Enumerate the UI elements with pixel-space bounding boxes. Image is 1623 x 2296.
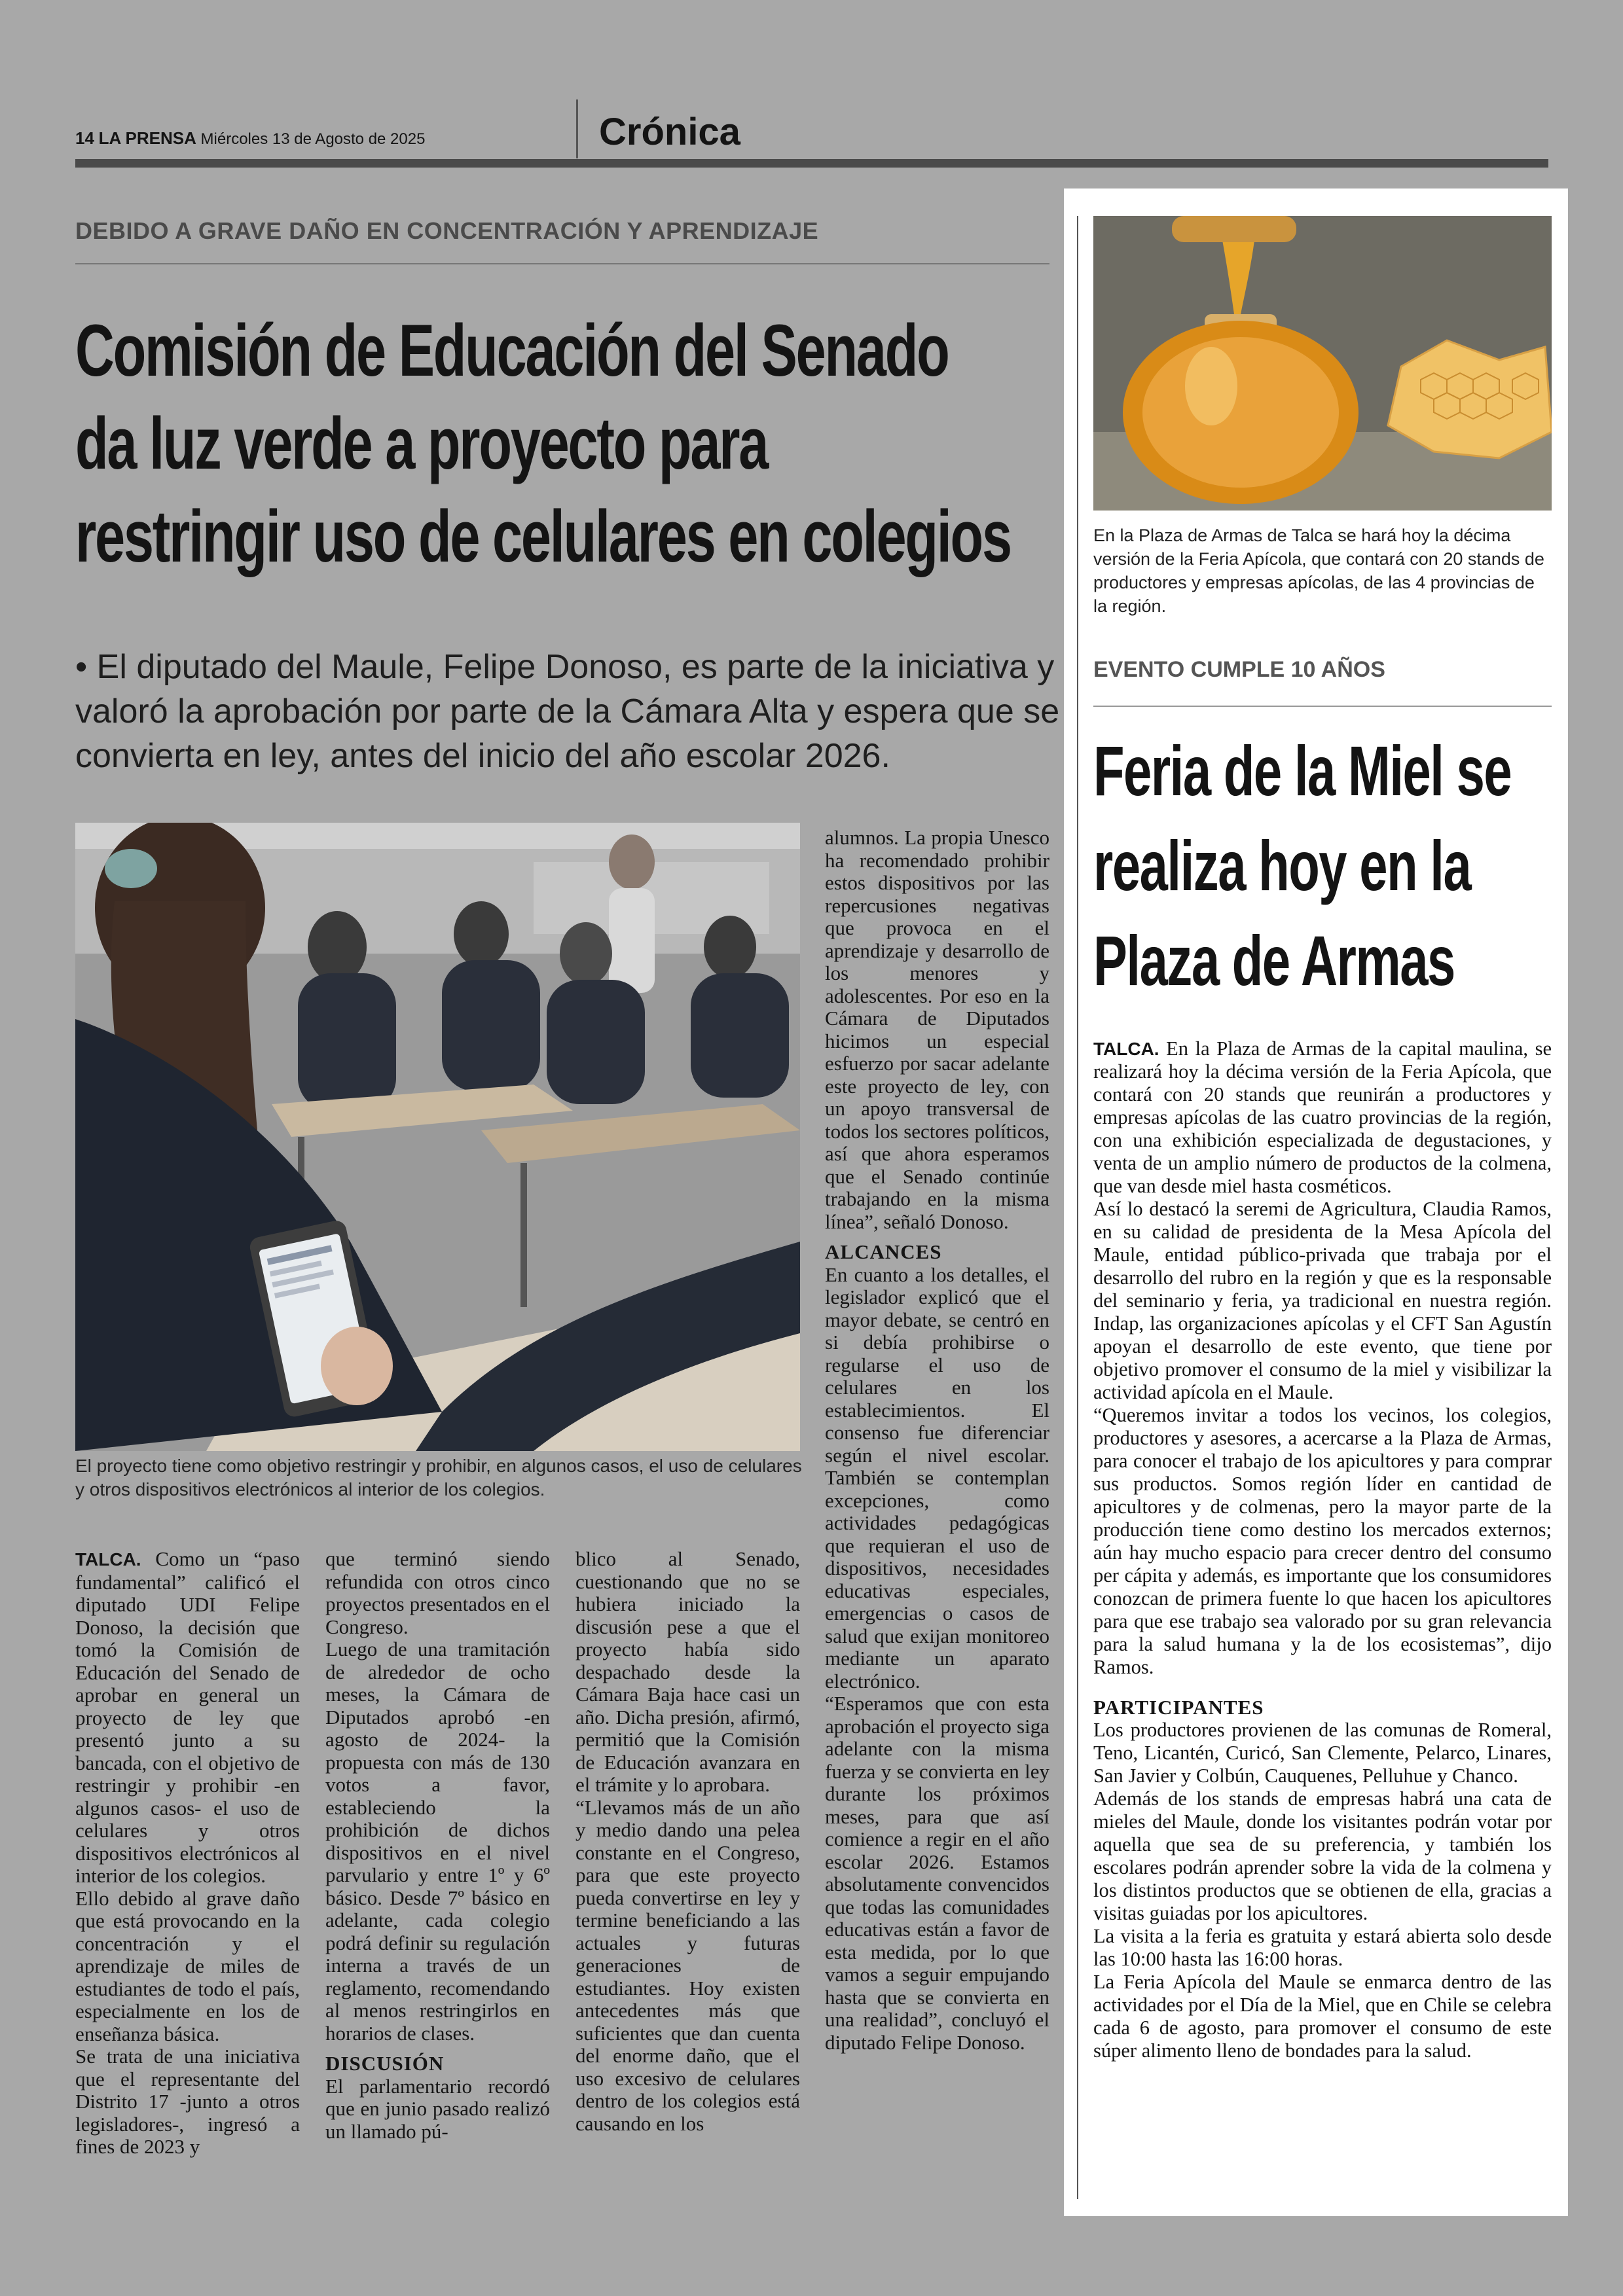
paragraph: Los productores provienen de las comunas de Romeral, Teno, Licantén, Curicó, San Clemente, Pelarco, Linares, San Javier y Colbún, Cauquenes, Pelluhue y Chanco. [1093, 1719, 1552, 1787]
header-divider [576, 99, 578, 158]
sidebar-body [1093, 1037, 1552, 2062]
paragraph: alumnos. La propia Unesco ha recomendado prohibir estos dispositivos por las repercusiones negativas que provoca en el aprendizaje y desarrollo de los menores y adolescentes. Por eso en la Cámara de Diputados hicimos un especial esfuerzo por sacar adelante este proyecto de ley, con un apoyo transversal de todos los sectores políticos, así que ahora esperamos que el Senado continúe trabajando en la misma línea”, señaló Donoso. [825, 826, 1049, 1233]
honey-photo-caption: En la Plaza de Armas de Talca se hará hoy la décima versión de la Feria Apícola, que contará con 20 stands de productores y empresas apícolas, de las 4 provincias de la región. [1093, 526, 1544, 616]
page-folio [75, 128, 425, 149]
honey-photo [1093, 216, 1552, 511]
kicker-rule [75, 263, 1049, 264]
paragraph: En cuanto a los detalles, el legislador explicó que el mayor debate, se centró en si debía prohibirse o regularse el uso de celulares en los establecimientos. El consenso fue diferenciar según el nivel escolar. También se contemplan excepciones, como actividades pedagógicas que requieran el uso de dispositivos, necesidades educativas especiales, emergencias o casos de salud que exijan monitoreo mediante un aparato electrónico. [825, 1263, 1049, 1693]
headline-line: Comisión de Educación del Senado [75, 310, 949, 391]
header-rule [75, 159, 1548, 168]
dateline: TALCA. [75, 1549, 141, 1570]
paragraph: El parlamentario recordó que en junio pasado realizó un llamado pú- [325, 2074, 550, 2143]
paragraph [75, 1548, 300, 1888]
issue-date: Miércoles 13 de Agosto de 2025 [200, 130, 426, 148]
photo-caption: El proyecto tiene como objetivo restringir y prohibir, en algunos casos, el uso de celulares y otros dispositivos electrónicos al interior de los colegios. [75, 1456, 802, 1499]
headline-line: Feria de la Miel se [1093, 731, 1512, 810]
sidebar-headline [1093, 723, 1565, 1008]
section-title: Crónica [599, 111, 740, 153]
paragraph [1093, 1037, 1552, 1198]
publication-name: LA PRENSA [98, 128, 196, 148]
dateline: TALCA. [1093, 1039, 1159, 1059]
article-column-4 [825, 827, 1049, 2054]
article-column-3 [575, 1548, 800, 2135]
headline-line: da luz verde a proyecto para [75, 403, 768, 484]
paragraph: La visita a la feria es gratuita y estará abierta solo desde las 10:00 hasta las 16:00 horas. [1093, 1925, 1552, 1970]
article-deck [75, 645, 1070, 778]
paragraph: “Queremos invitar a todos los vecinos, los colegios, productores y asesores, a acercarse a la Plaza de Armas, para conocer el trabajo de los apicultores y para comprar sus productos. Somos región líder en cantidad de apicultores y de colmenas, pero la mayor parte de la producción tiene como destino los mercados externos; aún hay mucho espacio para crecer dentro del consumo per cápita y además, es importante que los consumidores conozcan de primera fuente lo que hacen los apicultores para que ese trabajo sea valorado por su gran relevancia para la salud humana y la de los ecosistemas”, dijo Ramos. [1093, 1404, 1552, 1678]
paragraph: Luego de una tramitación de alrededor de ocho meses, la Cámara de Diputados aprobó -en agosto de 2024- la propuesta con más de 130 votos a favor, estableciendo la prohibición de dichos dispositivos en el nivel parvulario y entre 1º y 6º básico. Desde 7º básico en adelante, cada colegio podrá definir su regulación interna a través de un reglamento, recomendando al menos restringirlos en horarios de clases. [325, 1638, 550, 2045]
paragraph-text: En la Plaza de Armas de la capital maulina, se realizará hoy la décima versión de la Feria Apícola, que contará con 20 stands que reunirán a productores y empresas apícolas de las cuatro provincias de la región, con una exhibición especializada de degustaciones, y venta de un amplio número de productos de la colmena, que van desde miel hasta cosméticos. [1093, 1037, 1552, 1197]
paragraph: “Esperamos que con esta aprobación el proyecto siga adelante con la misma fuerza y se convierta en ley durante los próximos meses, para que así comience a regir en el año escolar 2026. Estamos absolutamente convencidos que todas las comunidades educativas están a favor de esta medida, por lo que vamos a seguir empujando hasta que se convierta en una realidad”, concluyó el diputado Felipe Donoso. [825, 1692, 1049, 2054]
paragraph: blico al Senado, cuestionando que no se hubiera iniciado la discusión pese a que el proyecto había sido despachado desde la Cámara Baja hace casi un año. Dicha presión, afirmó, permitió que la Comisión de Educación avanzara en el trámite y lo aprobara. [575, 1547, 800, 1796]
headline-line: Plaza de Armas [1093, 921, 1455, 1000]
sidebar-kicker: EVENTO CUMPLE 10 AÑOS [1093, 657, 1385, 682]
subheading: PARTICIPANTES [1093, 1696, 1264, 1719]
paragraph: que terminó siendo refundida con otros cinco proyectos presentados en el Congreso. [325, 1547, 550, 1638]
article-kicker: DEBIDO A GRAVE DAÑO EN CONCENTRACIÓN Y APRENDIZAJE [75, 217, 819, 244]
classroom-photo [75, 823, 800, 1451]
paragraph: “Llevamos más de un año y medio dando una pelea constante en el Congreso, para que este proyecto pueda convertirse en ley y termine beneficiando a las actuales y futuras generaciones de estudiantes. Hoy existen antecedentes más que suficientes que dan cuenta del enorme daño, que el uso excesivo de celulares dentro de los colegios está causando en los [575, 1795, 800, 2135]
subheading: ALCANCES [825, 1240, 942, 1263]
paragraph: Se trata de una iniciativa que el representante del Distrito 17 -junto a otros legisladores-, ingresó a fines de 2023 y [75, 2045, 300, 2158]
deck-text: El diputado del Maule, Felipe Donoso, es parte de la iniciativa y valoró la aprobación por parte de la Cámara Alta y espera que se convierta en ley, antes del inicio del año escolar 2026. [75, 648, 1060, 775]
sidebar-vertical-rule [1077, 216, 1078, 2199]
article-column-2 [325, 1548, 550, 2143]
headline-line: realiza hoy en la [1093, 826, 1471, 905]
paragraph: La Feria Apícola del Maule se enmarca dentro de las actividades por el Día de la Miel, que en Chile se celebra cada 6 de agosto, para promover el consumo de este súper alimento lleno de bondades para la salud. [1093, 1971, 1552, 2062]
bullet-icon: • [75, 648, 97, 686]
paragraph: Ello debido al grave daño que está provocando en la concentración y el aprendizaje de miles de estudiantes de todo el país, especialmente en los de enseñanza básica. [75, 1886, 300, 2045]
paragraph: Además de los stands de empresas habrá una cata de mieles del Maule, donde los visitantes podrán votar por aquella que sea de su preferencia, y también los escolares podrán aprender sobre la vida de la colmena y los distintos productos que se obtienen de ella, gracias a visitas guiadas por los apicultores. [1093, 1787, 1552, 1924]
page-number: 14 [75, 128, 94, 148]
headline-line: restringir uso de celulares en colegios [75, 495, 1011, 577]
article-headline [75, 304, 1057, 583]
paragraph-text: Como un “paso fundamental” calificó el diputado UDI Felipe Donoso, la decisión que tomó la Comisión de Educación del Senado de aprobar en general un proyecto de ley que presentó junto a su bancada, con el objetivo de restringir y prohibir -en algunos casos- el uso de celulares y otros dispositivos electrónicos al interior de los colegios. [75, 1547, 301, 1887]
subheading: DISCUSIÓN [325, 2052, 445, 2075]
paragraph: Así lo destacó la seremi de Agricultura, Claudia Ramos, en su calidad de presidenta de la Mesa Apícola del Maule, entidad público-privada que trabaja por el desarrollo del rubro en la región y que es la responsable del seminario y feria, ya tradicional en nuestra región. Indap, las organizaciones apícolas y el CFT San Agustín apoyan el desarrollo de este evento, que tiene por objetivo promover el consumo de la miel y visibilizar la actividad apícola en el Maule. [1093, 1198, 1552, 1403]
article-column-1 [75, 1548, 300, 2159]
sidebar-kicker-rule [1093, 706, 1552, 707]
